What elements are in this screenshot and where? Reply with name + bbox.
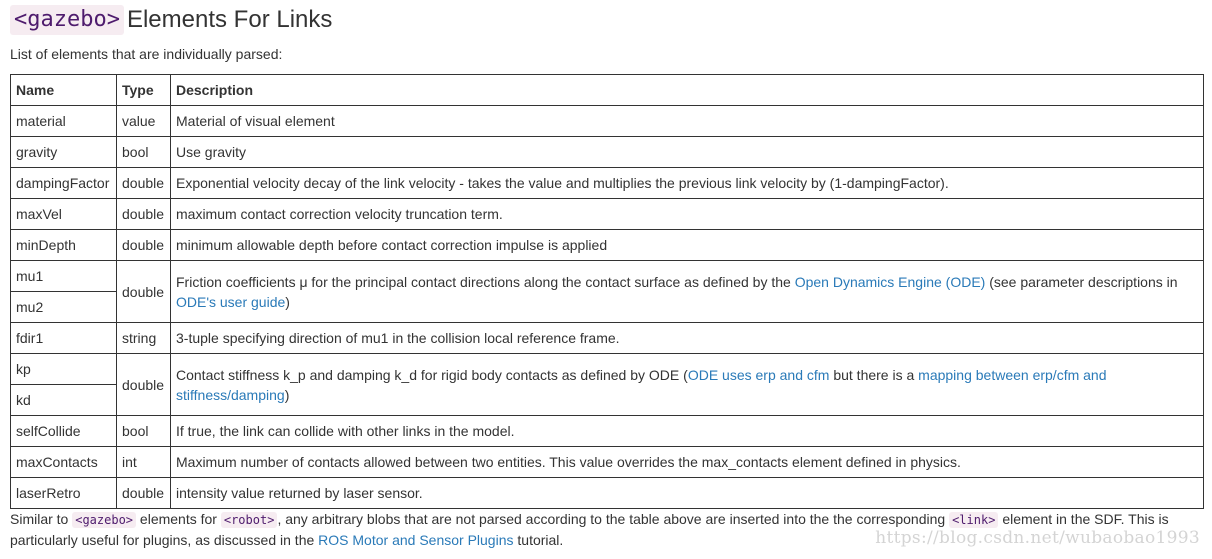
cell-type: value bbox=[117, 106, 171, 137]
code-link: <link> bbox=[949, 512, 998, 528]
table-row bbox=[11, 106, 1204, 137]
cell-type: bool bbox=[117, 137, 171, 168]
cell-description bbox=[171, 354, 1204, 416]
link-erp-cfm-mapping[interactable]: mapping between erp/cfm and stiffness/damping bbox=[176, 366, 1107, 403]
cell-description: minimum allowable depth before contact correction impulse is applied bbox=[171, 230, 1204, 261]
cell-type: string bbox=[117, 323, 171, 354]
link-ode-user-guide[interactable]: ODE's user guide bbox=[176, 293, 286, 310]
cell-description: Use gravity bbox=[171, 137, 1204, 168]
cell-type: int bbox=[117, 447, 171, 478]
table-header-row bbox=[11, 75, 1204, 106]
cell-name: laserRetro bbox=[11, 478, 117, 509]
cell-name: gravity bbox=[11, 137, 117, 168]
code-robot: <robot> bbox=[221, 512, 278, 528]
cell-name: fdir1 bbox=[11, 323, 117, 354]
code-gazebo: <gazebo> bbox=[72, 512, 136, 528]
cell-name: maxContacts bbox=[11, 447, 117, 478]
cell-name: mu2 bbox=[11, 292, 117, 323]
cell-name: mu1 bbox=[11, 261, 117, 292]
desc-text: (see parameter descriptions in bbox=[985, 273, 1178, 290]
header-description: Description bbox=[171, 75, 1204, 106]
desc-text: Friction coefficients μ for the principal contact directions along the contact surface as defined by the bbox=[176, 273, 795, 290]
cell-type: double bbox=[117, 354, 171, 416]
cell-type: double bbox=[117, 199, 171, 230]
desc-text: ) bbox=[284, 386, 290, 403]
intro-text: List of elements that are individually parsed: bbox=[10, 46, 283, 62]
cell-description: Exponential velocity decay of the link velocity - takes the value and multiplies the previous link velocity by (1-dampingFactor). bbox=[171, 168, 1204, 199]
cell-type: double bbox=[117, 261, 171, 323]
title-code-gazebo: <gazebo> bbox=[10, 5, 124, 35]
table-row bbox=[11, 168, 1204, 199]
cell-name: dampingFactor bbox=[11, 168, 117, 199]
cell-name: maxVel bbox=[11, 199, 117, 230]
cell-description bbox=[171, 261, 1204, 323]
cell-description: If true, the link can collide with other links in the model. bbox=[171, 416, 1204, 447]
outro-text: elements for bbox=[136, 511, 221, 527]
link-ros-motor-sensor-plugins[interactable]: ROS Motor and Sensor Plugins bbox=[318, 532, 514, 548]
desc-text: ) bbox=[285, 293, 290, 310]
table-row bbox=[11, 199, 1204, 230]
page-title bbox=[10, 0, 1204, 40]
title-text: Elements For Links bbox=[126, 6, 333, 33]
cell-name: kp bbox=[11, 354, 117, 385]
table-row bbox=[11, 478, 1204, 509]
cell-description: intensity value returned by laser sensor. bbox=[171, 478, 1204, 509]
link-open-dynamics-engine[interactable]: Open Dynamics Engine (ODE) bbox=[794, 273, 986, 290]
desc-text: but there is a bbox=[829, 366, 919, 383]
cell-type: double bbox=[117, 478, 171, 509]
header-type: Type bbox=[117, 75, 171, 106]
outro-text: tutorial. bbox=[513, 532, 564, 548]
cell-name: material bbox=[11, 106, 117, 137]
cell-description: 3-tuple specifying direction of mu1 in the collision local reference frame. bbox=[171, 323, 1204, 354]
header-name: Name bbox=[11, 75, 117, 106]
table-row bbox=[11, 447, 1204, 478]
outro-text: element in the SDF. This is particularly useful for plugins, as discussed in the bbox=[10, 511, 1169, 548]
table-row bbox=[11, 416, 1204, 447]
outro-text: , any arbitrary blobs that are not parsed according to the table above are inserted into the the corresponding bbox=[277, 511, 950, 527]
desc-text: Contact stiffness k_p and damping k_d for rigid body contacts as defined by ODE ( bbox=[176, 366, 688, 383]
table-row bbox=[11, 354, 1204, 385]
table-row bbox=[11, 230, 1204, 261]
cell-type: double bbox=[117, 168, 171, 199]
cell-description: Material of visual element bbox=[171, 106, 1204, 137]
elements-table bbox=[10, 74, 1204, 509]
cell-name: kd bbox=[11, 385, 117, 416]
cell-name: minDepth bbox=[11, 230, 117, 261]
table-row bbox=[11, 261, 1204, 292]
cell-type: double bbox=[117, 230, 171, 261]
link-ode-erp-cfm[interactable]: ODE uses erp and cfm bbox=[687, 366, 830, 383]
table-row bbox=[11, 323, 1204, 354]
cell-description: Maximum number of contacts allowed between two entities. This value overrides the max_contacts element defined in physics. bbox=[171, 447, 1204, 478]
outro-text: Similar to bbox=[10, 511, 73, 527]
cell-name: selfCollide bbox=[11, 416, 117, 447]
table-row bbox=[11, 137, 1204, 168]
cell-type: bool bbox=[117, 416, 171, 447]
watermark: https://blog.csdn.net/wubaobao1993 bbox=[875, 528, 1200, 548]
cell-description: maximum contact correction velocity truncation term. bbox=[171, 199, 1204, 230]
